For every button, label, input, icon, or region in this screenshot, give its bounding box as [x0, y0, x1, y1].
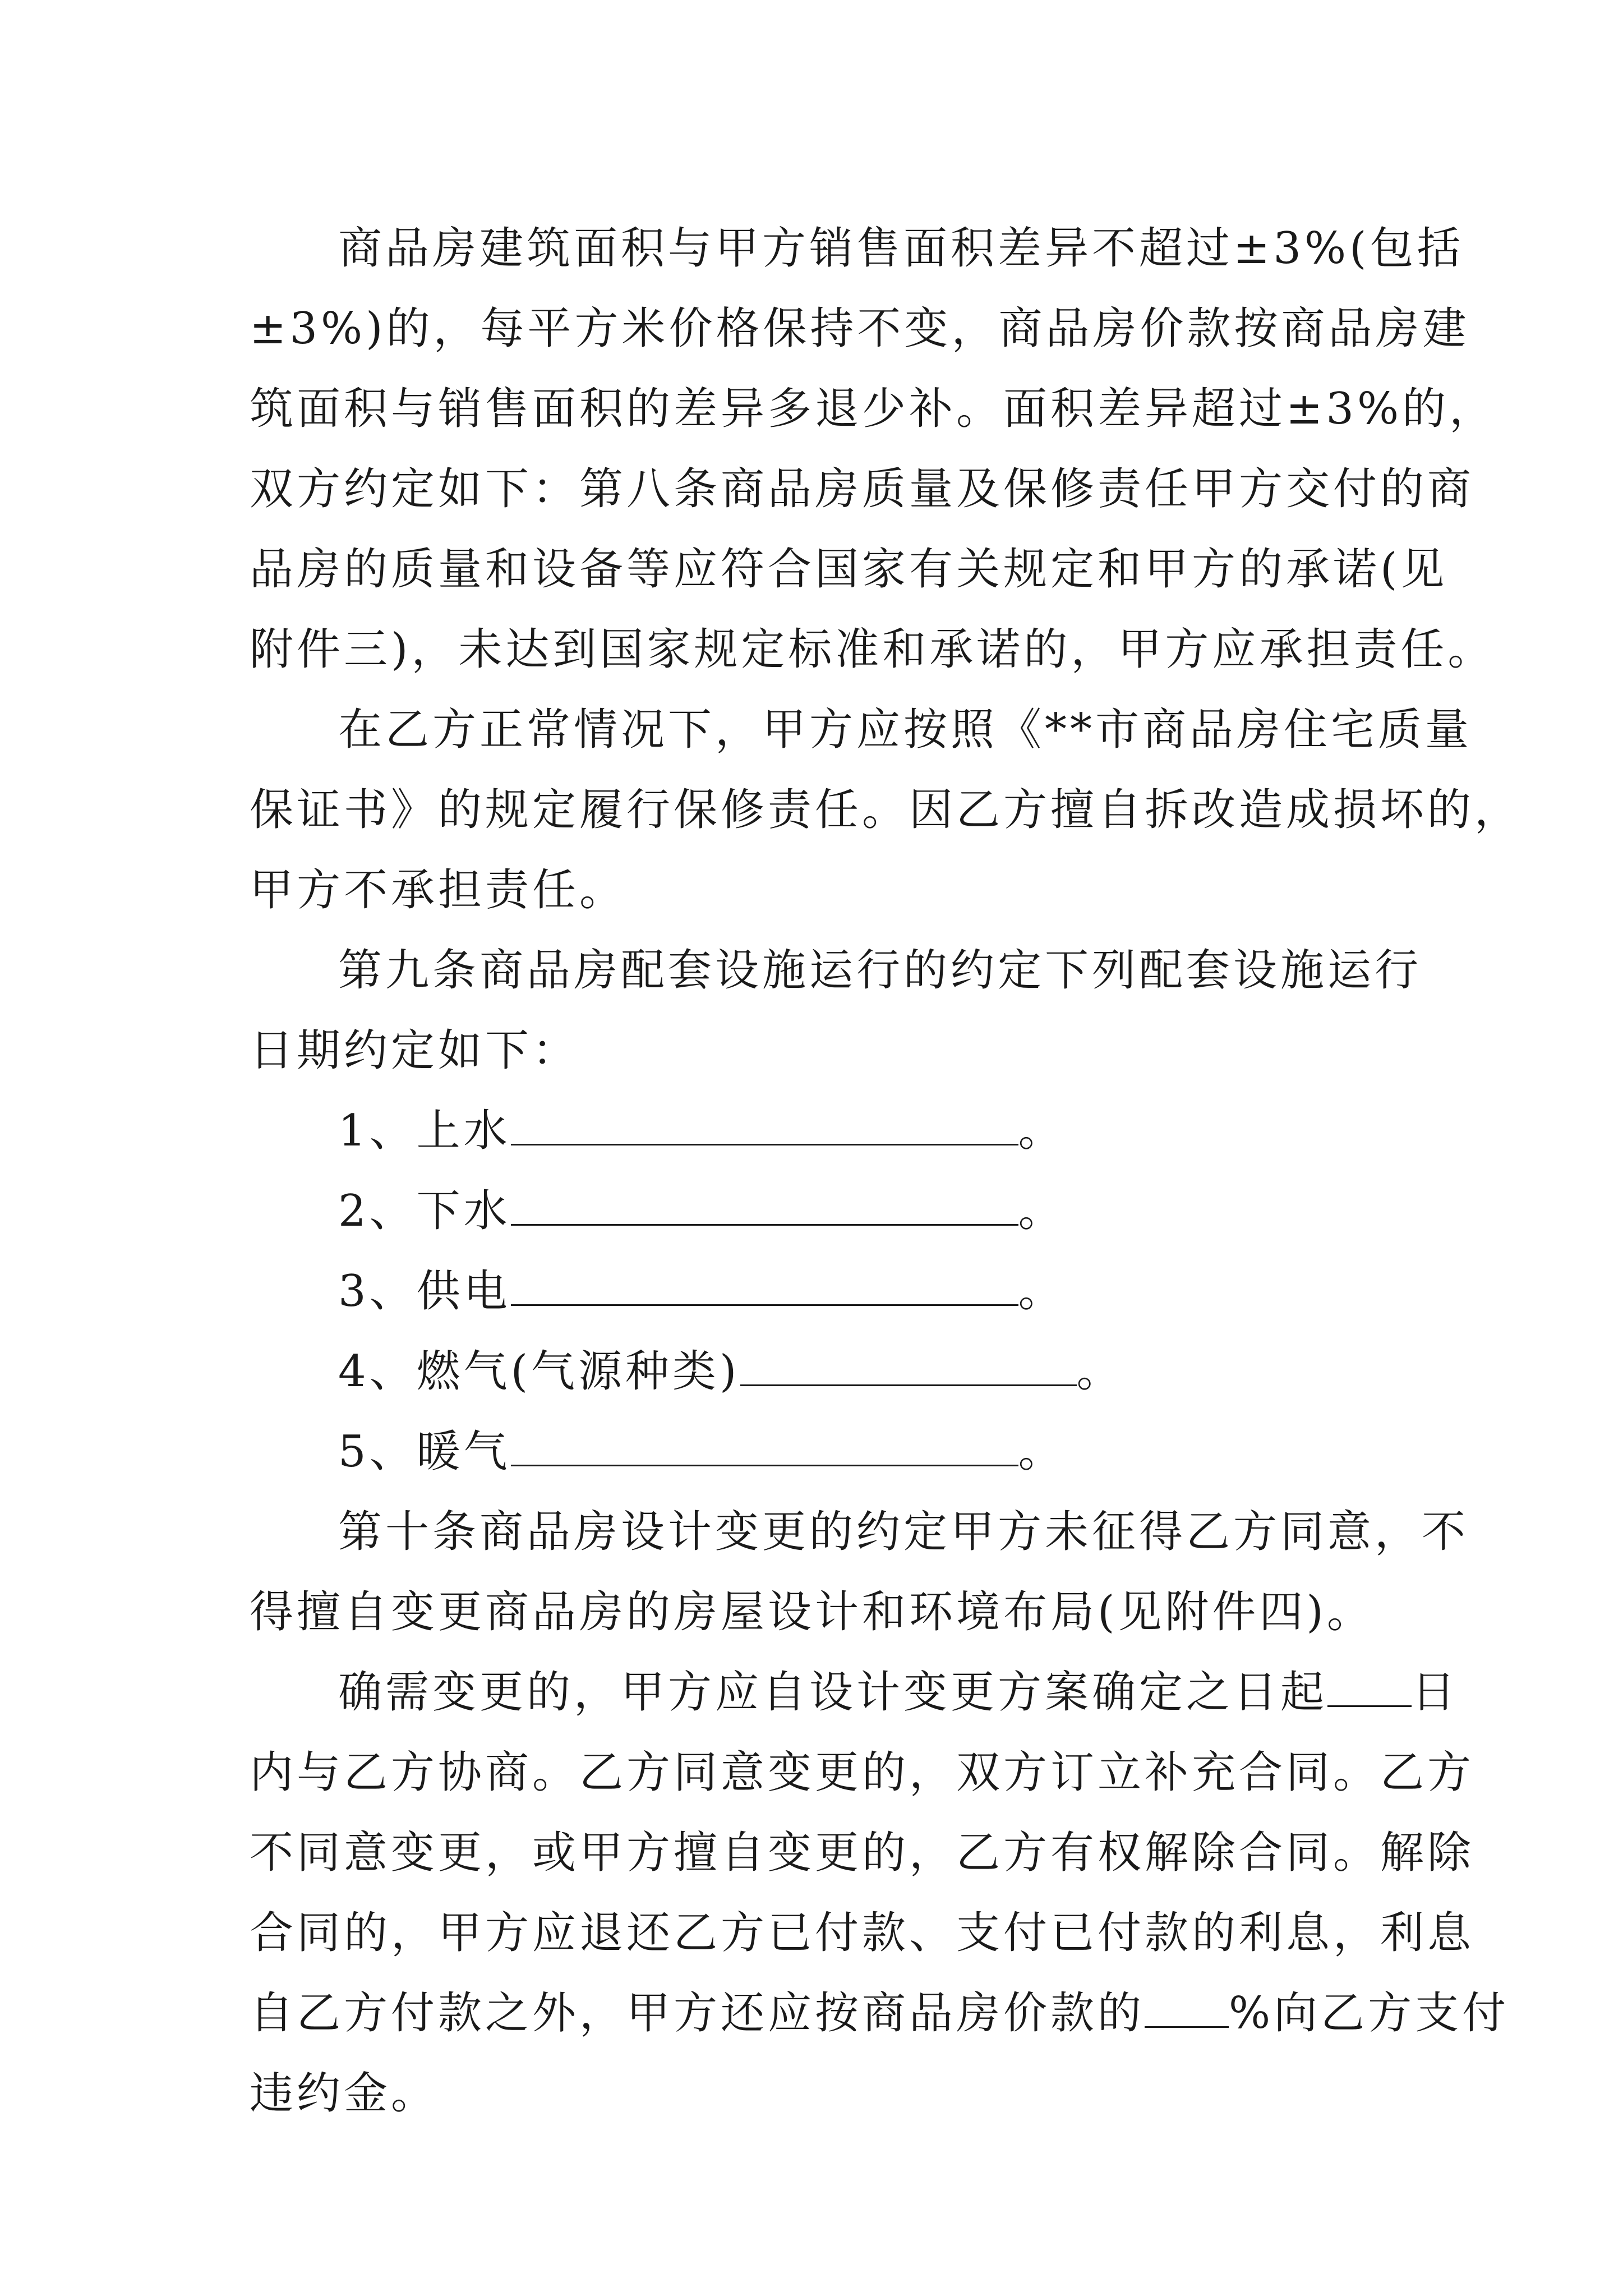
list-item-end: 。 [1076, 1346, 1124, 1397]
paragraph-warranty [250, 690, 1522, 931]
paragraph-facilities [250, 931, 1422, 1091]
paragraph-change-procedure [250, 1653, 1510, 2134]
text-segment: 自乙方付款之外，甲方还应按商品房价款的 [250, 1988, 1145, 2039]
paragraph-area-difference [250, 209, 1497, 690]
list-item-drainage [250, 1171, 1382, 1251]
text-line [250, 1653, 1459, 1733]
text-line: ±3%)的，每平方米价格保持不变，商品房价款按商品房建 [250, 303, 1470, 354]
text-line: 第十条商品房设计变更的约定甲方未征得乙方同意，不 [338, 1507, 1469, 1557]
text-line: 保证书》的规定履行保修责任。因乙方擅自拆改造成损坏的， [250, 785, 1522, 835]
text-line: 得擅自变更商品房的房屋设计和环境布局(见附件四)。 [250, 1587, 1374, 1637]
document-page [250, 209, 1522, 2134]
text-line: 不同意变更，或甲方擅自变更的，乙方有权解除合同。解除 [250, 1828, 1475, 1878]
fill-in-blank [740, 1347, 1077, 1386]
text-line: 第九条商品房配套设施运行的约定下列配套设施运行 [338, 945, 1422, 996]
text-line: 商品房建筑面积与甲方销售面积差异不超过±3%(包括 [338, 223, 1464, 274]
text-line: 甲方不承担责任。 [250, 865, 627, 915]
text-segment: 确需变更的，甲方应自设计变更方案确定之日起 [338, 1667, 1328, 1718]
list-item-end: 。 [1018, 1106, 1066, 1156]
list-item-heating [250, 1412, 1382, 1492]
fill-in-blank [511, 1187, 1018, 1226]
fill-in-blank [511, 1267, 1018, 1306]
text-line: 附件三)，未达到国家规定标准和承诺的，甲方应承担责任。 [250, 624, 1495, 675]
list-item-power [250, 1251, 1382, 1332]
list-item-label: 1、上水 [338, 1106, 511, 1156]
facilities-list [250, 1091, 1382, 1492]
text-line: 双方约定如下：第八条商品房质量及保修责任甲方交付的商 [250, 464, 1475, 514]
list-item-label: 3、供电 [338, 1266, 511, 1317]
text-segment: 日 [1412, 1667, 1459, 1718]
list-item-label: 5、暖气 [338, 1427, 511, 1477]
list-item-label: 4、燃气(气源种类) [338, 1346, 740, 1397]
fill-in-blank [511, 1107, 1018, 1145]
list-item-gas [250, 1332, 1382, 1412]
text-line: 在乙方正常情况下，甲方应按照《**市商品房住宅质量 [338, 705, 1473, 755]
text-line: 内与乙方协商。乙方同意变更的，双方订立补充合同。乙方 [250, 1747, 1475, 1798]
text-line: 筑面积与销售面积的差异多退少补。面积差异超过±3%的， [250, 384, 1497, 434]
list-item-end: 。 [1018, 1266, 1066, 1317]
text-line: 品房的质量和设备等应符合国家有关规定和甲方的承诺(见 [250, 544, 1448, 595]
paragraph-design-change [250, 1492, 1469, 1653]
text-line [250, 1973, 1510, 2054]
list-item-label: 2、下水 [338, 1186, 511, 1236]
list-item-end: 。 [1018, 1186, 1066, 1236]
list-item-water-supply [250, 1091, 1382, 1171]
text-segment: %向乙方支付 [1229, 1988, 1510, 2039]
text-line: 违约金。 [250, 2068, 439, 2119]
fill-in-blank [1327, 1668, 1412, 1707]
list-item-end: 。 [1018, 1427, 1066, 1477]
fill-in-blank [1145, 1989, 1229, 2028]
fill-in-blank [511, 1428, 1018, 1466]
text-line: 日期约定如下： [250, 1025, 580, 1076]
text-line: 合同的，甲方应退还乙方已付款、支付已付款的利息，利息 [250, 1908, 1475, 1958]
